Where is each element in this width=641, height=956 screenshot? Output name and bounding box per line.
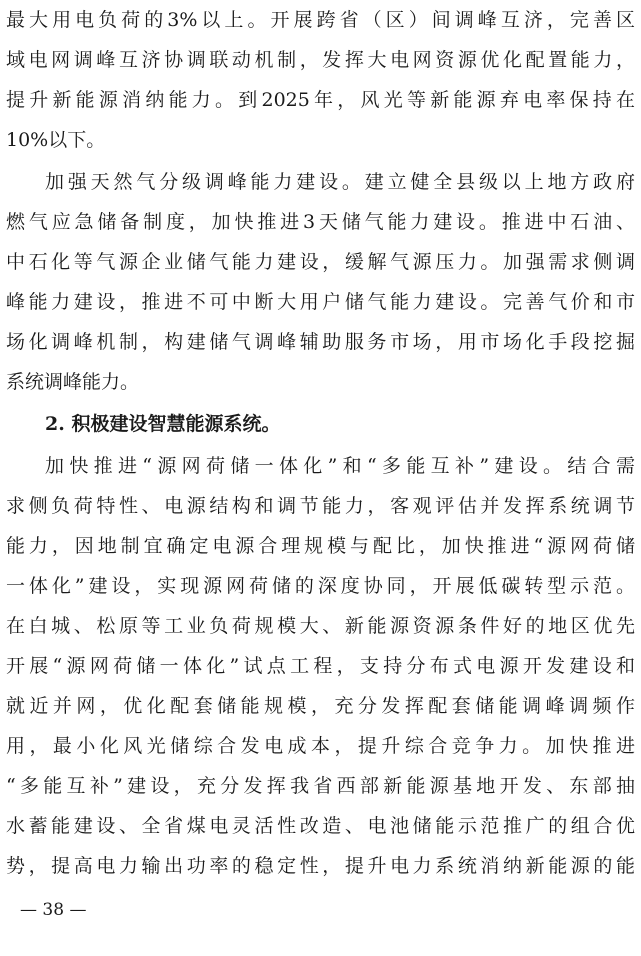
- text-line: 能力，因地制宜确定电源合理规模与配比，加快推进“源网荷储: [6, 535, 635, 557]
- text-line: 最大用电负荷的3%以上。开展跨省（区）间调峰互济，完善区: [6, 9, 635, 31]
- paragraph-first-line: 加强天然气分级调峰能力建设。建立健全县级以上地方政府: [45, 171, 635, 193]
- text-line: 场化调峰机制，构建储气调峰辅助服务市场，用市场化手段挖掘: [6, 331, 635, 353]
- text-line: 用，最小化风光储综合发电成本，提升综合竞争力。加快推进: [6, 735, 635, 757]
- text-line: 一体化”建设，实现源网荷储的深度协同，开展低碳转型示范。: [6, 575, 635, 597]
- text-line: 峰能力建设，推进不可中断大用户储气能力建设。完善气价和市: [6, 291, 635, 313]
- text-line: 水蓄能建设、全省煤电灵活性改造、电池储能示范推广的组合优: [6, 815, 635, 837]
- text-line: 求侧负荷特性、电源结构和调节能力，客观评估并发挥系统调节: [6, 495, 635, 517]
- text-line: 燃气应急储备制度，加快推进3天储气能力建设。推进中石油、: [6, 211, 635, 233]
- text-line: 10%以下。: [6, 129, 106, 151]
- text-line: 在白城、松原等工业负荷规模大、新能源资源条件好的地区优先: [6, 615, 635, 637]
- text-line: 域电网调峰互济协调联动机制，发挥大电网资源优化配置能力，: [6, 49, 635, 71]
- paragraph-first-line: 加快推进“源网荷储一体化”和“多能互补”建设。结合需: [45, 455, 635, 477]
- page-number: — 38 —: [20, 900, 87, 920]
- text-line: 就近并网，优化配套储能规模，充分发挥配套储能调峰调频作: [6, 695, 635, 717]
- text-line: “多能互补”建设，充分发挥我省西部新能源基地开发、东部抽: [6, 775, 635, 797]
- section-heading: 2. 积极建设智慧能源系统。: [45, 413, 281, 435]
- text-line: 系统调峰能力。: [6, 371, 140, 393]
- text-line: 开展“源网荷储一体化”试点工程，支持分布式电源开发建设和: [6, 655, 635, 677]
- text-line: 提升新能源消纳能力。到2025年，风光等新能源弃电率保持在: [6, 89, 635, 111]
- text-line: 势，提高电力输出功率的稳定性，提升电力系统消纳新能源的能: [6, 855, 635, 877]
- text-line: 中石化等气源企业储气能力建设，缓解气源压力。加强需求侧调: [6, 251, 635, 273]
